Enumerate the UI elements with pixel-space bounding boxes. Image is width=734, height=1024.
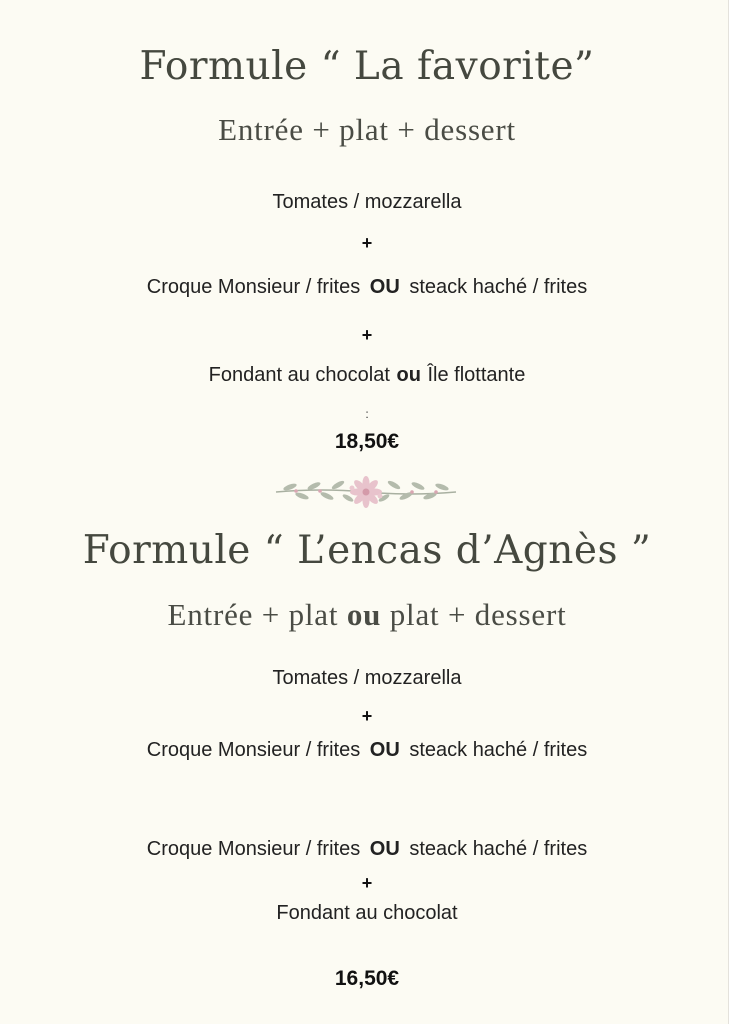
formula-2-main-or: OU	[369, 739, 400, 761]
formula-1-main-b: steack haché / frites	[409, 276, 588, 298]
formula-2-subtitle-b: plat + dessert	[389, 597, 567, 632]
formula-2-starter: Tomates / mozzarella	[272, 667, 462, 689]
formula-1-colon: :	[365, 407, 369, 421]
formula-1-subtitle: Entrée + plat + dessert	[218, 112, 516, 147]
formula-1-main-or: OU	[369, 276, 400, 298]
formula-1-dessert-or: ou	[396, 364, 421, 386]
formula-1-main-options	[0, 276, 734, 299]
formula-1-dessert-options	[0, 364, 734, 387]
formula-1-starter: Tomates / mozzarella	[272, 191, 462, 213]
formula-1-dessert-b: Île flottante	[427, 364, 526, 386]
formula-2-main-options-2	[0, 838, 734, 861]
formula-2-plus-1: +	[361, 706, 373, 726]
formula-2-main-a-2: Croque Monsieur / frites	[146, 838, 361, 860]
formula-2-price: 16,50€	[334, 967, 400, 990]
formula-1-dessert-a: Fondant au chocolat	[208, 364, 390, 386]
formula-2-main-b: steack haché / frites	[409, 739, 588, 761]
formula-2-subtitle	[0, 597, 734, 633]
formula-1-price: 18,50€	[334, 430, 400, 453]
formula-2-dessert: Fondant au chocolat	[276, 902, 458, 924]
formula-2-title: Formule “ L’encas d’Agnès ”	[82, 528, 652, 573]
formula-1-main-a: Croque Monsieur / frites	[146, 276, 361, 298]
formula-1-plus-1: +	[361, 233, 373, 253]
formula-2-main-options-1	[0, 739, 734, 762]
formula-2-subtitle-or: ou	[346, 597, 382, 632]
formula-2-main-or-2: OU	[369, 838, 400, 860]
floral-divider-icon	[272, 474, 460, 510]
formula-2-main-a: Croque Monsieur / frites	[146, 739, 361, 761]
formula-2-main-b-2: steack haché / frites	[409, 838, 588, 860]
formula-2-plus-2: +	[361, 873, 373, 893]
formula-1-title: Formule “ La favorite”	[139, 44, 595, 89]
formula-2-subtitle-a: Entrée + plat	[167, 597, 339, 632]
formula-1-plus-2: +	[361, 325, 373, 345]
